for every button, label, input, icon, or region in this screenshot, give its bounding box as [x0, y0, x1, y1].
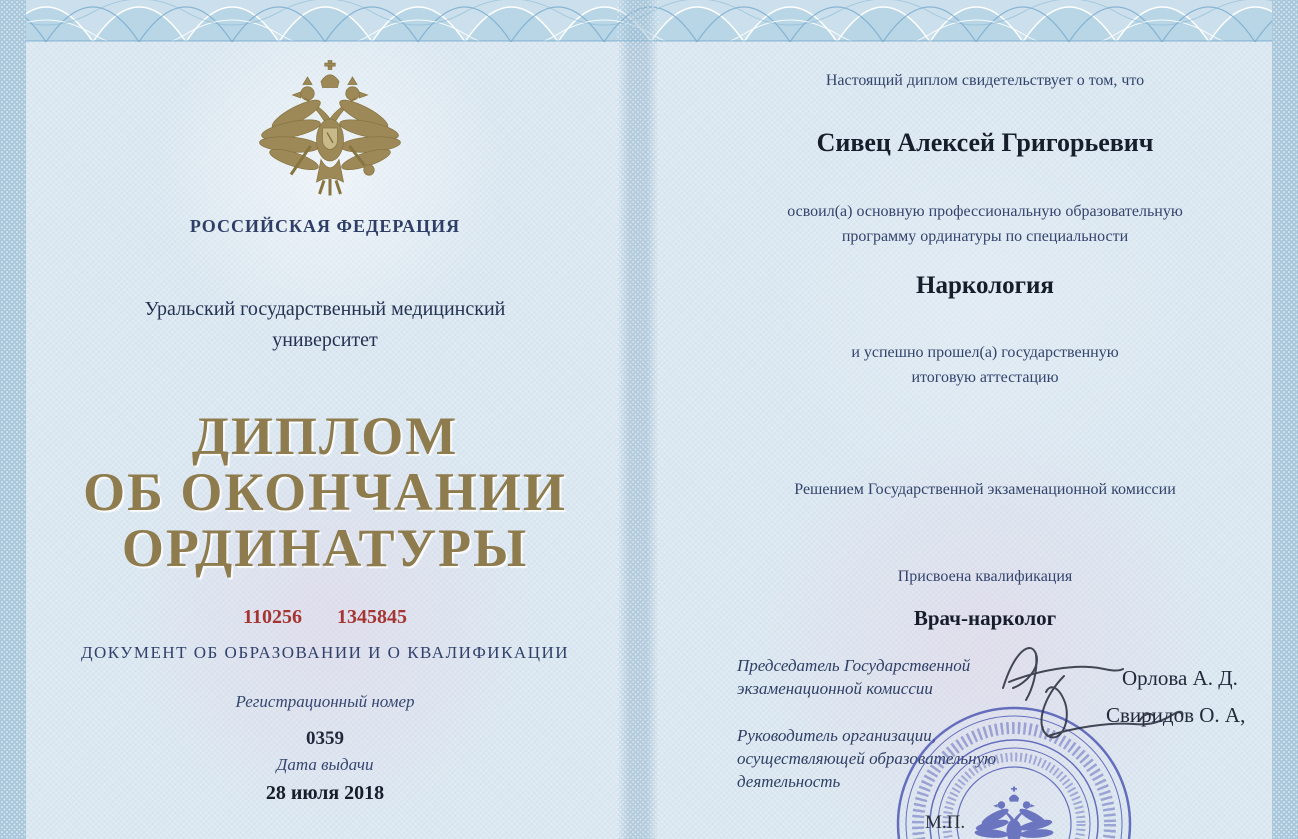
document-type-label: ДОКУМЕНТ ОБ ОБРАЗОВАНИИ И О КВАЛИФИКАЦИИ [80, 643, 570, 662]
issue-date-value: 28 июля 2018 [265, 782, 385, 804]
university-name-line2: университет [272, 329, 378, 351]
qualification-value: Врач-нарколог [913, 606, 1057, 630]
country-title: РОССИЙСКАЯ ФЕДЕРАЦИЯ [189, 216, 461, 236]
certification-statement: Настоящий диплом свидетельствует о том, что [825, 72, 1145, 89]
registration-number-value: 0359 [306, 728, 344, 749]
issue-date-label: Дата выдачи [276, 755, 374, 774]
commission-decision: Решением Государственной экзаменационной комиссии [794, 481, 1176, 498]
diploma-title-line1: ДИПЛОМ [191, 406, 459, 466]
chairman-name: Орлова А. Д. [1122, 666, 1238, 690]
chairman-title-line1: Председатель Государственной [737, 656, 971, 675]
attestation-line1: и успешно прошел(а) государственную [851, 344, 1119, 361]
head-title-line3: деятельность [737, 771, 841, 791]
diploma-series-number: 110256 [243, 606, 302, 628]
head-title-line2: осуществляющей образовательную [737, 748, 997, 768]
specialty-name: Наркология [916, 272, 1054, 299]
head-title-line1: Руководитель организации, [737, 726, 937, 745]
diploma-numbers [25, 606, 625, 629]
university-name [25, 294, 625, 356]
program-statement-line1: освоил(а) основную профессиональную образовательную [787, 203, 1183, 220]
left-border-strip [0, 0, 26, 839]
diploma-title-line2: ОБ ОКОНЧАНИИ [83, 462, 567, 523]
diploma-title [25, 406, 625, 579]
head-name: Свиридов О. А, [1106, 703, 1246, 727]
attestation-line2: итоговую аттестацию [911, 368, 1059, 386]
seal-place-mark: М.П. [925, 812, 966, 833]
university-name-line1: Уральский государственный медицинский [144, 298, 506, 320]
russian-coat-of-arms-icon [255, 55, 405, 207]
right-border-strip [1272, 0, 1298, 839]
registration-number-label: Регистрационный номер [235, 692, 415, 711]
program-statement [670, 200, 1298, 250]
diploma-title-line3: ОРДИНАТУРЫ [121, 518, 529, 579]
chairman-title [737, 655, 1037, 701]
head-signature [1012, 668, 1194, 760]
chairman-title-line2: экзаменационной комиссии [737, 678, 933, 698]
holder-name: Сивец Алексей Григорьевич [816, 128, 1154, 157]
qualification-label: Присвоена квалификация [897, 568, 1073, 585]
program-statement-line2: программу ординатуры по специальности [841, 227, 1129, 245]
attestation-statement [670, 341, 1298, 391]
diploma-blank-number: 1345845 [336, 606, 407, 628]
